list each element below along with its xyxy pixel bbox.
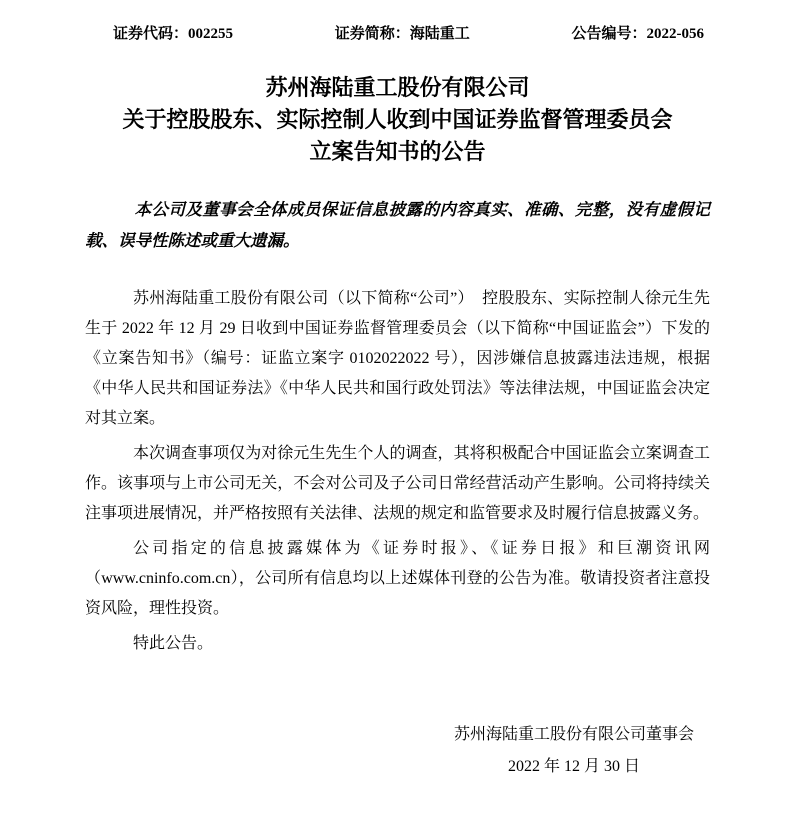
- stock-short-name: 证券简称：海陆重工: [334, 26, 470, 42]
- title-company-name: 苏州海陆重工股份有限公司: [265, 75, 530, 100]
- signature-date: 2022 年 12 月 30 日: [507, 758, 640, 775]
- paragraph-impact-statement: 本次调查事项仅为对徐元生先生个人的调查，其将积极配合中国证监会立案调查工作。该事项与上市公司无关，不会对公司及子公司日常经营活动产生影响。公司将持续关注事项进展情况，并严格按照有关法律、法规的规定和监管要求及时履行信息披露义务。: [85, 445, 710, 522]
- closing-statement: 特此公告。: [133, 635, 214, 652]
- announcement-title: [85, 72, 710, 168]
- board-truthfulness-statement: 本公司及董事会全体成员保证信息披露的内容真实、准确、完整，没有虚假记载、误导性陈述或重大遗漏。: [85, 200, 710, 250]
- stock-code: 证券代码：002255: [113, 26, 234, 42]
- paragraph-disclosure-media: 公司指定的信息披露媒体为《证券时报》、《证券日报》和巨潮资讯网（www.cninfo.com.cn），公司所有信息均以上述媒体刊登的公告为准。敬请投资者注意投资风险，理性投资。: [85, 540, 710, 617]
- document-body: [85, 284, 710, 659]
- title-subject-line-2: 立案告知书的公告: [309, 139, 486, 164]
- title-subject-line: 关于控股股东、实际控制人收到中国证券监督管理委员会: [122, 107, 673, 132]
- signature-block: [448, 719, 700, 783]
- announcement-number: 公告编号：2022-056: [571, 26, 704, 42]
- document-header: [85, 24, 710, 44]
- signature-company: 苏州海陆重工股份有限公司董事会: [453, 726, 694, 743]
- paragraph-investigation-notice: 苏州海陆重工股份有限公司（以下简称“公司”） 控股股东、实际控制人徐元生先生于 2022 年 12 月 29 日收到中国证券监督管理委员会（以下简称“中国证监会”）下发的《立案告知书》（编号：证监立案字 0102022022 号），因涉嫌信息披露违法违规，根据《中华人民共和国证券法》《中华人民共和国行政处罚法》等法律法规，中国证监会决定对其立案。: [85, 290, 710, 427]
